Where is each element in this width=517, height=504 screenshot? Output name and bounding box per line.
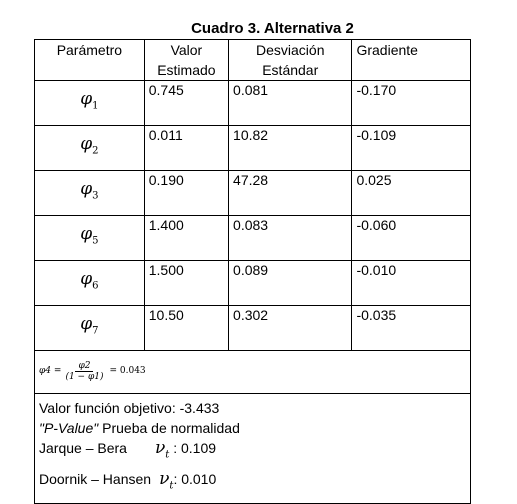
table-row: [35, 216, 471, 261]
formula-fraction: [63, 361, 105, 382]
table-row: [35, 81, 471, 126]
header-valor-line1: Valor: [170, 42, 203, 58]
phi-index: 5: [92, 235, 99, 247]
nu-symbol: [154, 438, 170, 461]
formula-row: [35, 351, 471, 394]
phi-index: 2: [92, 145, 99, 157]
nu-letter: ν: [154, 438, 166, 458]
doornik-hansen-value: : 0.010: [173, 471, 217, 488]
jarque-bera-value: : 0.109: [173, 440, 217, 456]
desviacion-cell: 0.302: [229, 306, 352, 351]
valor-cell: 0.745: [144, 81, 228, 126]
pvalue-text: Prueba de normalidad: [98, 420, 240, 436]
header-parametro: Parámetro: [35, 40, 145, 81]
phi-symbol: φ: [80, 179, 93, 199]
parameter-symbol: [35, 81, 145, 126]
header-desviacion-estandar: [229, 40, 352, 81]
phi-index: 1: [92, 100, 99, 112]
valor-cell: 0.190: [144, 171, 228, 216]
formula-lhs: φ4 =: [39, 366, 62, 376]
phi-symbol: φ: [80, 314, 93, 334]
jarque-bera-line: [39, 438, 470, 465]
header-desv-line2: Estándar: [262, 62, 319, 78]
valor-cell: 1.500: [144, 261, 228, 306]
header-gradiente: Gradiente: [352, 40, 471, 81]
table-row: [35, 261, 471, 306]
valor-cell: 0.011: [144, 126, 228, 171]
phi-index: 3: [92, 190, 99, 202]
table-row: [35, 171, 471, 216]
table-row: [35, 126, 471, 171]
formula-numerator: φ2: [75, 361, 93, 372]
jarque-bera-label: Jarque – Bera: [39, 440, 127, 456]
phi-symbol: φ: [80, 134, 93, 154]
gradiente-cell: -0.035: [352, 306, 471, 351]
parameters-table: [34, 39, 471, 504]
phi4-formula: [35, 351, 470, 391]
formula-rhs: = 0.043: [109, 366, 146, 376]
table-row: [35, 306, 471, 351]
parameter-symbol: [35, 261, 145, 306]
formula-denominator: (1 − φ1): [65, 371, 104, 382]
phi-index: 6: [92, 280, 99, 292]
parameter-symbol: [35, 306, 145, 351]
gradiente-cell: 0.025: [352, 171, 471, 216]
doornik-hansen-label: Doornik – Hansen: [39, 471, 152, 488]
desviacion-cell: 0.081: [229, 81, 352, 126]
valor-cell: 1.400: [144, 216, 228, 261]
objective-value: Valor función objetivo: -3.433: [39, 400, 220, 416]
phi-index: 7: [92, 325, 99, 337]
nu-subscript: t: [165, 449, 170, 461]
phi-symbol: φ: [80, 89, 93, 109]
pvalue-heading: [39, 418, 470, 438]
nu-symbol: [159, 469, 174, 492]
formula-cell: [35, 351, 471, 394]
nu-subscript: t: [169, 480, 174, 492]
phi-symbol: φ: [80, 224, 93, 244]
desviacion-cell: 0.083: [229, 216, 352, 261]
nu-letter: ν: [159, 469, 170, 490]
gradiente-cell: -0.170: [352, 81, 471, 126]
desviacion-cell: 47.28: [229, 171, 352, 216]
gradiente-cell: -0.060: [352, 216, 471, 261]
doornik-hansen-line: [39, 469, 470, 496]
table-title: Cuadro 3. Alternativa 2: [191, 20, 354, 37]
header-desv-line1: Desviación: [256, 42, 325, 58]
phi-symbol: φ: [80, 269, 93, 289]
header-row: [35, 40, 471, 81]
notes-cell: [35, 394, 471, 504]
pvalue-italic: "P-Value": [39, 420, 99, 436]
gradiente-cell: -0.109: [352, 126, 471, 171]
header-valor-line2: Estimado: [157, 62, 216, 78]
valor-cell: 10.50: [144, 306, 228, 351]
parameter-symbol: [35, 126, 145, 171]
notes-row: [35, 394, 471, 504]
desviacion-cell: 10.82: [229, 126, 352, 171]
header-valor-estimado: [144, 40, 228, 81]
gradiente-cell: -0.010: [352, 261, 471, 306]
desviacion-cell: 0.089: [229, 261, 352, 306]
parameter-symbol: [35, 216, 145, 261]
parameter-symbol: [35, 171, 145, 216]
